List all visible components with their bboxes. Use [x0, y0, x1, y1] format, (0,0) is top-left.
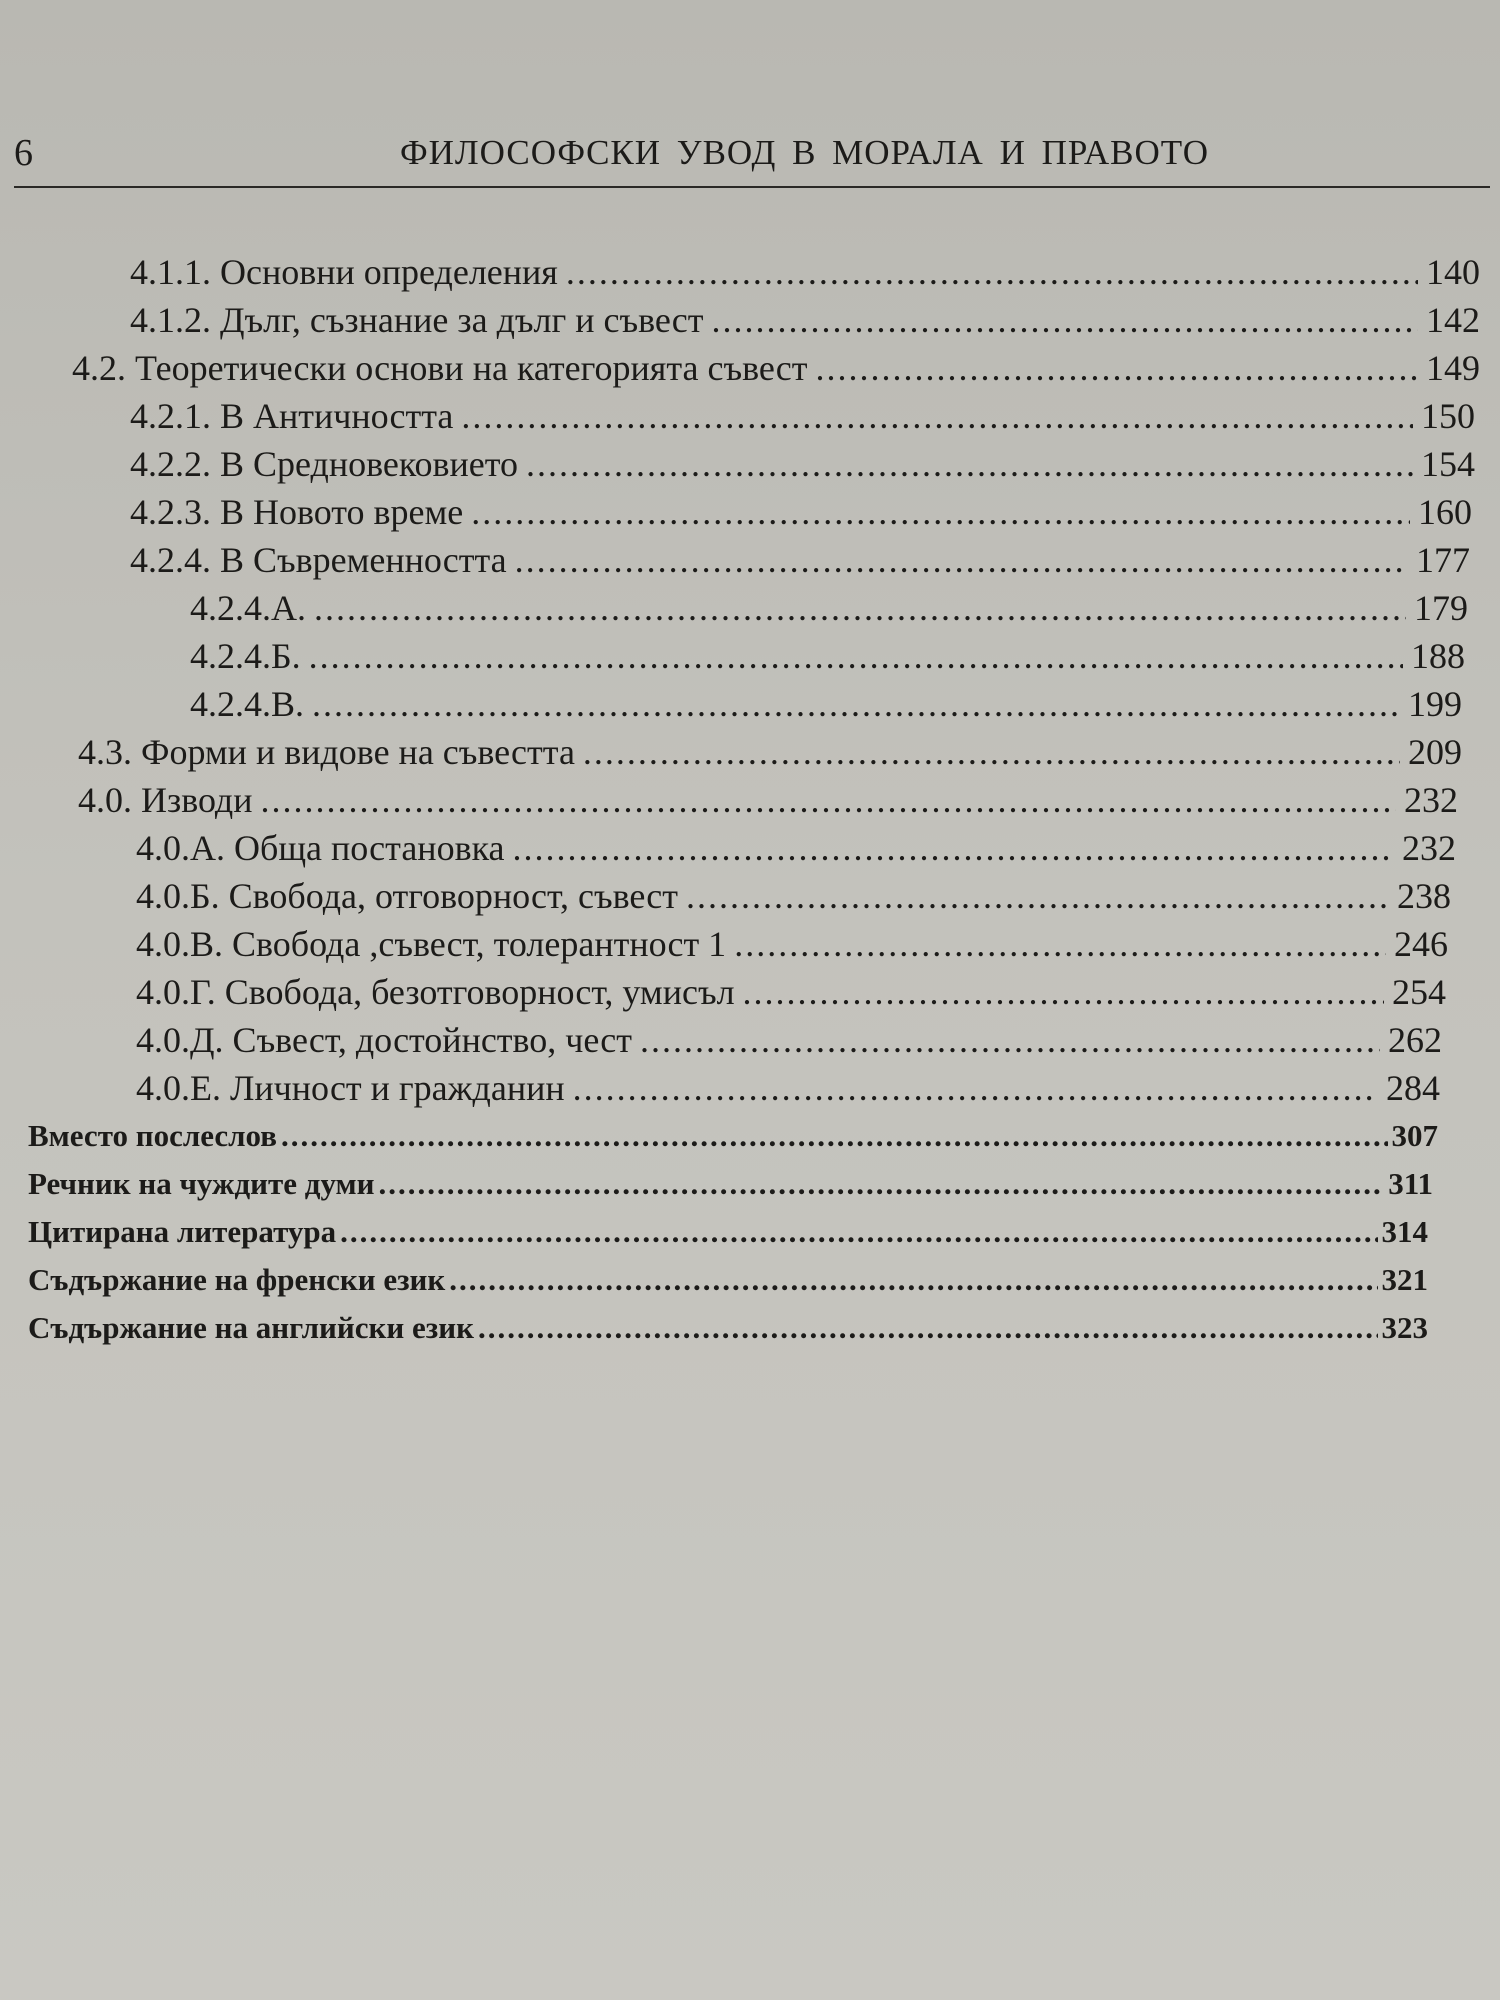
toc-leader [471, 488, 1410, 536]
toc-entry [136, 920, 1448, 968]
toc-entry-label: 4.0.Г. Свобода, безотговорност, умисъл [136, 972, 735, 1012]
toc-leader [526, 440, 1413, 488]
toc-entry-label: 4.2. Теоретически основи на категорията съвест [72, 348, 808, 388]
toc-entry-page: 150 [1421, 396, 1475, 436]
toc-entry-label: 4.2.4. В Съвременността [130, 540, 507, 580]
toc-entry [78, 728, 1462, 776]
toc-entry-page: 262 [1388, 1020, 1442, 1060]
toc-entry [28, 1208, 1428, 1256]
toc-leader [734, 920, 1386, 968]
toc-entry-label: Съдържание на английски език [28, 1310, 474, 1345]
running-head [0, 128, 1500, 178]
toc-entry-page: 160 [1418, 492, 1472, 532]
toc-entry [130, 440, 1475, 488]
toc-entry-page: 209 [1408, 732, 1462, 772]
toc-entry-label: 4.0. Изводи [78, 780, 253, 820]
header-rule [14, 186, 1490, 188]
toc-leader [515, 536, 1408, 584]
toc-entry-page: 321 [1381, 1262, 1428, 1297]
toc-entry-page: 140 [1426, 252, 1480, 292]
toc-entry-page: 149 [1426, 348, 1480, 388]
toc-entry-page: 238 [1397, 876, 1451, 916]
toc-leader [461, 392, 1413, 440]
running-title: ФИЛОСОФСКИ УВОД В МОРАЛА И ПРАВОТО [400, 133, 1209, 172]
toc-leader [583, 728, 1400, 776]
toc-leader [815, 344, 1418, 392]
toc-entry-page: 232 [1402, 828, 1456, 868]
toc-entry [190, 680, 1462, 728]
toc-entry-label: 4.2.4.В. [190, 684, 305, 724]
toc-entry-page: 199 [1408, 684, 1462, 724]
toc-entry-label: 4.2.2. В Средновековието [130, 444, 519, 484]
toc-entry [72, 344, 1480, 392]
toc-leader [566, 248, 1418, 296]
toc-entry [136, 1064, 1440, 1112]
toc-entry-label: 4.1.1. Основни определения [130, 252, 558, 292]
toc-entry [28, 1304, 1428, 1352]
toc-entry-page: 246 [1394, 924, 1448, 964]
toc-entry-page: 188 [1411, 636, 1465, 676]
toc-entry [130, 488, 1472, 536]
toc-entry [136, 824, 1456, 872]
toc-entry [28, 1160, 1433, 1208]
toc-entry [190, 632, 1465, 680]
toc-entry-label: 4.2.3. В Новото време [130, 492, 464, 532]
toc-leader [449, 1256, 1377, 1304]
toc-entry-label: 4.2.4.А. [190, 588, 306, 628]
toc-entry-label: 4.0.Д. Съвест, достойнство, чест [136, 1020, 632, 1060]
toc-leader [312, 680, 1400, 728]
toc-leader [573, 1064, 1378, 1112]
toc-entry-page: 154 [1421, 444, 1475, 484]
toc-entry-label: 4.2.4.Б. [190, 636, 301, 676]
toc-leader [513, 824, 1395, 872]
toc-entry [136, 1016, 1442, 1064]
toc-entry-page: 314 [1381, 1214, 1428, 1249]
toc-entry [28, 1256, 1428, 1304]
toc-leader [379, 1160, 1385, 1208]
toc-entry-page: 142 [1426, 300, 1480, 340]
toc-entry-label: 4.3. Форми и видове на съвестта [78, 732, 575, 772]
toc-entry-label: 4.0.Б. Свобода, отговорност, съвест [136, 876, 679, 916]
toc-leader [340, 1208, 1377, 1256]
toc-entry [28, 1112, 1438, 1160]
toc-leader [314, 584, 1406, 632]
toc-leader [309, 632, 1403, 680]
toc-entry-label: Вместо послеслов [28, 1118, 278, 1153]
toc-entry-label: Съдържание на френски език [28, 1262, 446, 1297]
toc-entry-label: Речник на чуждите думи [28, 1166, 375, 1201]
toc-leader [743, 968, 1384, 1016]
toc-entry [130, 248, 1480, 296]
toc-entry-page: 179 [1414, 588, 1468, 628]
toc-entry-page: 177 [1416, 540, 1470, 580]
toc-entry [130, 296, 1480, 344]
toc-entry-label: 4.2.1. В Античността [130, 396, 454, 436]
toc-entry-page: 307 [1391, 1118, 1438, 1153]
toc-entry-page: 254 [1392, 972, 1446, 1012]
toc-leader [686, 872, 1389, 920]
toc-entry-page: 284 [1386, 1068, 1440, 1108]
toc-entry-label: 4.1.2. Дълг, съзнание за дълг и съвест [130, 300, 704, 340]
toc-entry [78, 776, 1458, 824]
toc-entry-label: Цитирана литература [28, 1214, 337, 1249]
toc-entry-page: 323 [1381, 1310, 1428, 1345]
toc-leader [261, 776, 1396, 824]
toc-entry-page: 311 [1388, 1166, 1433, 1201]
toc-entry-label: 4.0.А. Обща постановка [136, 828, 505, 868]
toc-entry [130, 392, 1475, 440]
toc-leader [478, 1304, 1378, 1352]
toc-entry [130, 536, 1470, 584]
page-number: 6 [14, 132, 33, 174]
toc-leader [281, 1112, 1387, 1160]
toc-entry-label: 4.0.В. Свобода ,съвест, толерантност 1 [136, 924, 727, 964]
toc-entry [190, 584, 1468, 632]
toc-leader [640, 1016, 1380, 1064]
toc-leader [712, 296, 1418, 344]
toc-entry-label: 4.0.Е. Личност и гражданин [136, 1068, 565, 1108]
toc-entry [136, 968, 1446, 1016]
toc-entry-page: 232 [1404, 780, 1458, 820]
toc-entry [136, 872, 1451, 920]
